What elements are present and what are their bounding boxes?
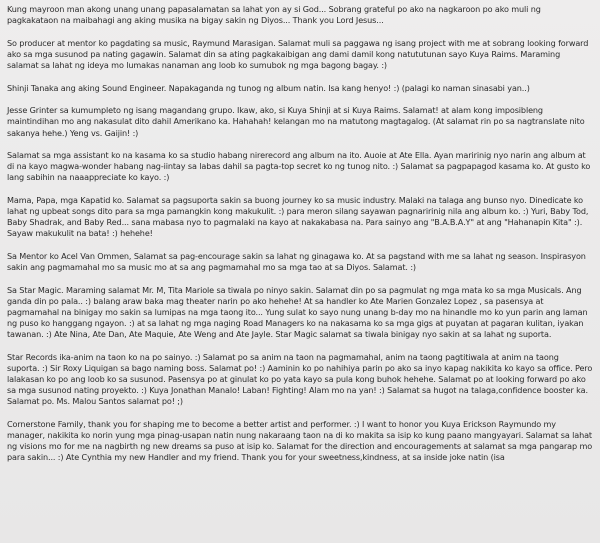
paragraph-mentor-acel: Sa Mentor ko Acel Van Ommen, Salamat sa pag-encourage sakin sa lahat ng ginagawa ko. At sa pagstand with me sa lahat ng season. Inspirasyon sakin ang pagmamahal mo sa music mo at sa ang pagmamahal mo sa mga tao at sa Diyos. Salamat. :) (7, 251, 586, 273)
paragraph-thanks-god: Kung mayroon man akong unang unang papasalamatan sa lahat yon ay si God... Sobrang grateful po ako na nagkaroon po ako muli ng pagkakataon na maibahagi ang aking musika na bigay sakin ng Diyos... Thank you Lord Jesus... (7, 4, 541, 26)
paragraph-star-magic: Sa Star Magic. Maraming salamat Mr. M, Tita Mariole sa tiwala po ninyo sakin. Salamat din po sa pagmulat ng mga mata ko sa mga Musicals. Ang ganda din po pala.. :) balang araw baka mag theater narin po ako hehehe! At sa handler ko Ate Marien Gonzalez Lopez , sa pasensya at pagmamahal na binigay mo sakin sa lumipas na mga taong ito... Yung sulat ko sayo nung unang b-day mo na hinandle mo ko yun parin ang laman ng puso ko hanggang ngayon. :) at sa lahat ng mga naging Road Managers ko na nakasama ko sa mga gigs at puyatan at pagaran kulitan, iyakan tawanan. :) Ate Nina, Ate Dan, Ate Maquie, Ate Weng and Ate Jayle. Star Magic salamat sa tiwala binigay nyo sakin at sa lahat ng suporta. (7, 284, 588, 340)
paragraph-producer-mentor: So producer at mentor ko pagdating sa music, Raymund Marasigan. Salamat muli sa paggawa ng isang project with me at sobrang looking forward ako sa mga susunod pa nating gagawin. Salamat din sa ating pagkakaibigan ang dami damil kong natututunan sayo Kuya Raims. Maraming salamat sa lahat ng ideya mo lumakas nanaman ang loob ko sumubok ng mga bagong bagay. :) (7, 37, 589, 70)
paragraph-cornerstone: Cornerstone Family, thank you for shaping me to become a better artist and performer. :) I want to honor you Kuya Erickson Raymundo my manager, nakikita ko norin yung mga pinag-usapan natin nung nakaraang taon na di ko makita sa isip ko kung paano mangyayari. Salamat sa lahat ng visions mo for me na nagbirth ng new dreams sa puso at isip ko. Salamat for the direction and encouragements at salamat sa mga pangarap mo para sakin... :) Ate Cynthia my new Handler and my friend. Thank you for your sweetness,kindness, at sa inside joke natin (isa (7, 418, 593, 463)
paragraph-family: Mama, Papa, mga Kapatid ko. Salamat sa pagsuporta sakin sa buong journey ko sa music industry. Malaki na talaga ang bunso nyo. Dinedicate ko lahat ng upbeat songs dito para sa mga pamangkin kong makukulit. :) para meron silang sayawan pagnaririnig nila ang album ko. :) Yuri, Baby Tod, Baby Shadrak, and Baby Red... sana mabasa nyo to pagmalaki na kayo at nakakabasa na. Para sainyo ang "B.A.B.A.Y" at ang "Hahanapin Kita" :). Sayaw makukulit na bata! :) hehehe! (7, 195, 589, 239)
paragraph-sound-engineer: Shinji Tanaka ang aking Sound Engineer. Napakaganda ng tunog ng album natin. Isa kang henyo! :) (palagi ko naman sinasabi yan..) (7, 82, 530, 93)
paragraph-jesse-grinter: Jesse Grinter sa kumumpleto ng isang magandang grupo. Ikaw, ako, si Kuya Shinji at si Kuya Raims. Salamat! at alam kong imposibleng maintindihan mo ang nakasulat dito dahil Amerikano ka. Hahahah! kelangan mo na matutong magtagalog. (At salamat rin po sa nagtranslate nito sakanya hehe.) Yeng vs. Gaijin! :) (7, 105, 585, 138)
paragraph-studio-assistants: Salamat sa mga assistant ko na kasama ko sa studio habang nirerecord ang album na ito. Auoie at Ate Ella. Ayan maririnig nyo narin ang album at di na kayo magwa-wonder habang nag-iintay sa labas dahil sa pagta-top secret ko ng tunog nito. :) Salamat sa pagpapagod kasama ko. At gusto ko lang sabihin na naaappreciate ko kayo. :) (7, 150, 591, 183)
paragraph-star-records: Star Records ika-anim na taon ko na po sainyo. :) Salamat po sa anim na taon na pagmamahal, anim na taong pagtitiwala at anim na taong suporta. :) Sir Roxy Liquigan sa bago naming boss. Salamat po! :) Aaminin ko po nahihiya parin po ako sa inyo kapag nakikita ko kayo sa office. Pero lalakasan ko po ang loob ko sa susunod. Pasensya po at ginulat ko po yata kayo sa pula kong buhok hehehe. Salamat po at looking forward po ako sa mga susunod nating proyekto. :) Kuya Jonathan Manalo! Laban! Fighting! Alam mo na yan! :) Salamat sa hugot na talaga,confidence booster ka. Salamat po. Ms. Malou Santos salamat po! ;) (7, 351, 593, 407)
